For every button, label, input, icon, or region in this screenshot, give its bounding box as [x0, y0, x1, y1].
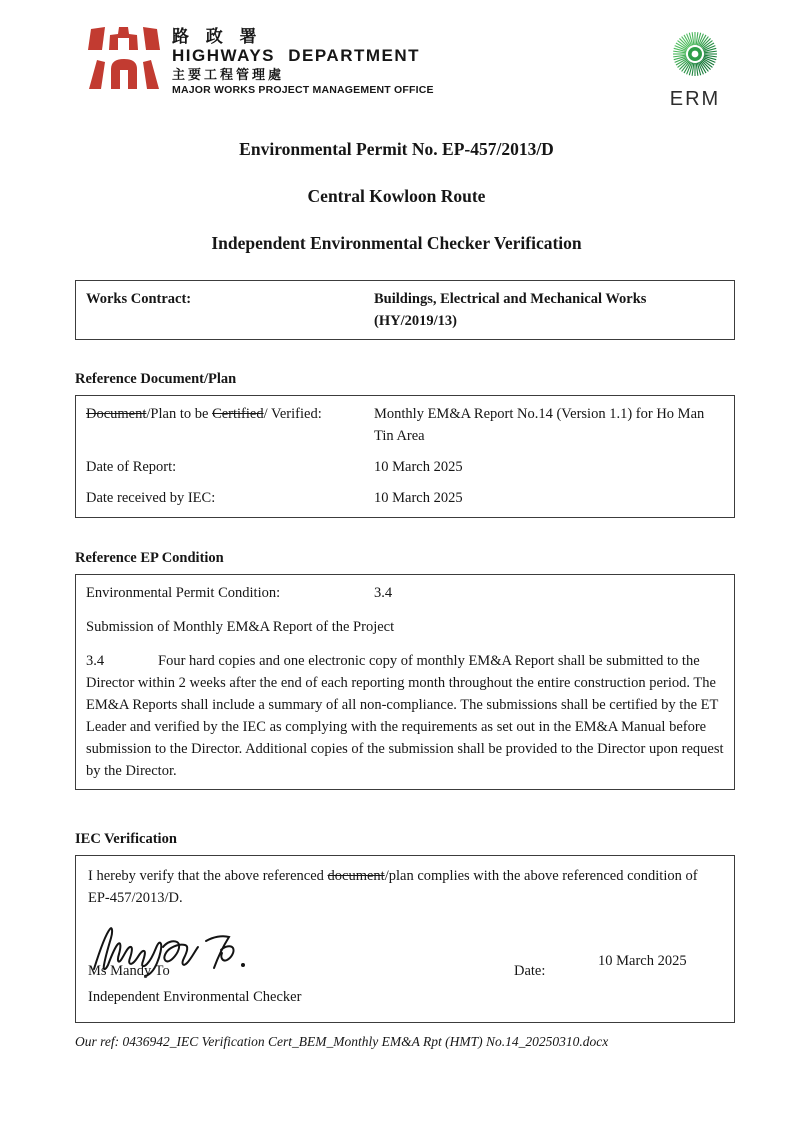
reference-ep-section [75, 550, 735, 790]
reference-document-heading: Reference Document/Plan [75, 371, 237, 387]
ep-clause-paragraph [86, 650, 724, 782]
permit-number-title: Environmental Permit No. EP-457/2013/D [239, 139, 554, 159]
hyd-title-english: HIGHWAYS DEPARTMENT [172, 46, 421, 65]
project-title: Central Kowloon Route [307, 186, 486, 206]
iec-verification-box [75, 855, 735, 1023]
label-mid-text: /Plan to be [146, 406, 213, 422]
label-end-text: / Verified: [263, 406, 322, 422]
date-received-row [86, 487, 724, 509]
date-label: Date: [514, 963, 546, 979]
hyd-title-chinese: 路 政 署 [172, 27, 263, 46]
highways-department-logo-icon [88, 24, 160, 109]
ep-clause-text: Four hard copies and one electronic copy of monthly EM&A Report shall be submitted to the Director within 2 weeks after the end of each reporting month throughout the entire construction period. The EM&A Reports shall include a summary of all non-compliance. The submissions shall be certified by the ET Leader and verified by the IEC as complying with the requirements as set out in the EM&A Manual before submission to the Director. Additional copies of the submission shall be provided to the Director upon request by the Director. [86, 653, 724, 779]
highways-department-block [88, 24, 434, 109]
struck-certified-word: Certified [212, 406, 264, 422]
ep-condition-label: Environmental Permit Condition: [86, 585, 281, 601]
erm-logo-block [653, 24, 737, 109]
reference-document-section [75, 371, 735, 518]
signatory-title: Independent Environmental Checker [88, 989, 302, 1005]
works-contract-box [75, 280, 735, 340]
date-received-value: 10 March 2025 [374, 490, 463, 506]
document-to-be-verified-value: Monthly EM&A Report No.14 (Version 1.1) for Ho Man Tin Area [374, 406, 705, 444]
ep-condition-row [86, 582, 724, 604]
reference-ep-box [75, 574, 735, 790]
works-contract-value: Buildings, Electrical and Mechanical Works (HY/2019/13) [374, 291, 647, 329]
ep-clause-number: 3.4 [86, 653, 105, 669]
document-titles [0, 139, 793, 254]
document-to-be-verified-label [86, 403, 374, 447]
struck-document-word-2: document [327, 868, 385, 884]
hyd-office-english: MAJOR WORKS PROJECT MANAGEMENT OFFICE [172, 84, 434, 96]
iec-statement-post: /plan complies with the above referenced condition of EP-457/2013/D. [88, 868, 698, 906]
works-contract-label: Works Contract: [86, 291, 192, 307]
document-to-be-verified-row [86, 403, 724, 447]
reference-document-box [75, 395, 735, 518]
verification-title: Independent Environmental Checker Verification [211, 233, 582, 253]
date-value: 10 March 2025 [598, 953, 687, 969]
iec-statement [88, 865, 722, 909]
reference-ep-heading: Reference EP Condition [75, 550, 224, 566]
iec-verification-section [75, 831, 735, 1023]
iec-statement-pre: I hereby verify that the above referenced [88, 868, 328, 884]
signatory-name: Ms Mandy To [88, 963, 170, 979]
erm-logo-text: ERM [669, 88, 721, 110]
iec-verification-heading: IEC Verification [75, 831, 177, 847]
date-of-report-row [86, 456, 724, 478]
highways-department-text [172, 24, 434, 109]
erm-sunburst-icon [665, 24, 725, 84]
ep-condition-value: 3.4 [374, 585, 393, 601]
our-ref-line: Our ref: 0436942_IEC Verification Cert_BEM_Monthly EM&A Rpt (HMT) No.14_20250310.docx [75, 1034, 609, 1049]
page-header [0, 0, 793, 109]
date-of-report-value: 10 March 2025 [374, 459, 463, 475]
date-received-label: Date received by IEC: [86, 490, 216, 506]
date-of-report-label: Date of Report: [86, 459, 177, 475]
ep-submission-subheading: Submission of Monthly EM&A Report of the Project [86, 619, 395, 635]
struck-document-word: Document [86, 406, 147, 422]
hyd-office-chinese: 主要工程管理處 [172, 67, 285, 82]
